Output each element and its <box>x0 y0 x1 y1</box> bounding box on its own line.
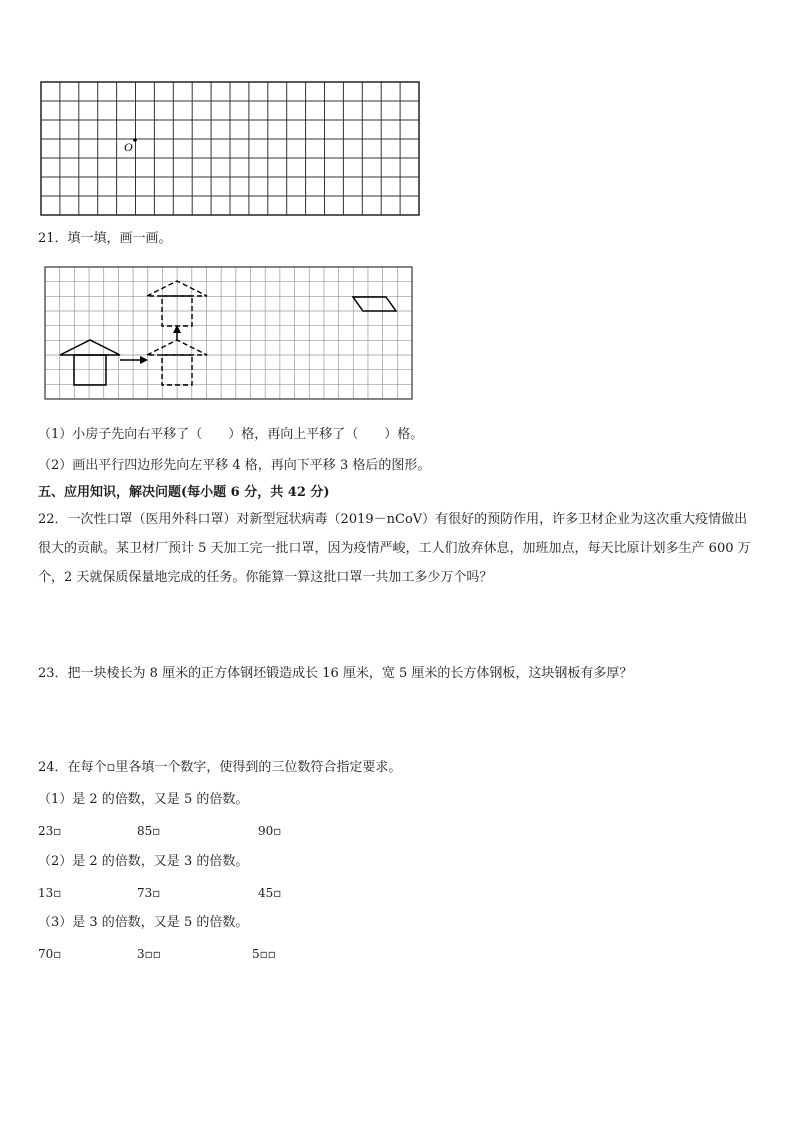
arrow-right-icon <box>120 356 148 364</box>
coordinate-grid <box>38 80 422 218</box>
q24-row3-c: 5▫▫ <box>252 947 276 961</box>
q24-part3: （3）是 3 的倍数，又是 5 的倍数。 <box>38 915 249 930</box>
q21-part2: （2）画出平行四边形先向左平移 4 格，再向下平移 3 格后的图形。 <box>38 458 431 473</box>
q21-title: 21．填一填，画一画。 <box>38 231 172 246</box>
q24-row1-a: 23▫ <box>38 824 62 838</box>
q22-text: 22．一次性口罩（医用外科口罩）对新型冠状病毒（2019－nCoV）有很好的预防作用，许多卫材企业为这次重大疫情做出很大的贡献。某卫材厂预计 5 天加工完一批口罩，因为疫情严峻，工人们放弃休息，加班加点，每天比原计划多生产 600 万个，2 天就保质保量地完成的任务。你能算一算这批口罩一共加工多少万个吗？ <box>38 512 751 585</box>
origin-label: O <box>124 140 133 154</box>
section5-heading: 五、应用知识，解决问题(每小题 6 分，共 42 分) <box>38 485 330 500</box>
q24-row1-b: 85▫ <box>137 824 161 838</box>
parallelogram <box>353 297 396 311</box>
q24-part1: （1）是 2 的倍数，又是 5 的倍数。 <box>38 792 249 807</box>
translation-grid <box>44 266 414 402</box>
q24-row2-a: 13▫ <box>38 886 62 900</box>
origin-point <box>133 138 137 142</box>
q21-part1: （1）小房子先向右平移了（ ）格，再向上平移了（ ）格。 <box>38 427 424 442</box>
q24-row1-c: 90▫ <box>258 824 282 838</box>
arrow-up-icon <box>173 325 181 340</box>
q24-row3-a: 70▫ <box>38 947 62 961</box>
house-original <box>60 340 120 385</box>
q23-text: 23．把一块棱长为 8 厘米的正方体钢坯锻造成长 16 厘米，宽 5 厘米的长方体钢板，这块钢板有多厚？ <box>38 666 633 681</box>
q24-row2-c: 45▫ <box>258 886 282 900</box>
q24-title: 24．在每个▫里各填一个数字，使得到的三位数符合指定要求。 <box>38 760 402 775</box>
q24-part2: （2）是 2 的倍数，又是 3 的倍数。 <box>38 854 249 869</box>
q24-row2-b: 73▫ <box>137 886 161 900</box>
q24-row3-b: 3▫▫ <box>137 947 161 961</box>
